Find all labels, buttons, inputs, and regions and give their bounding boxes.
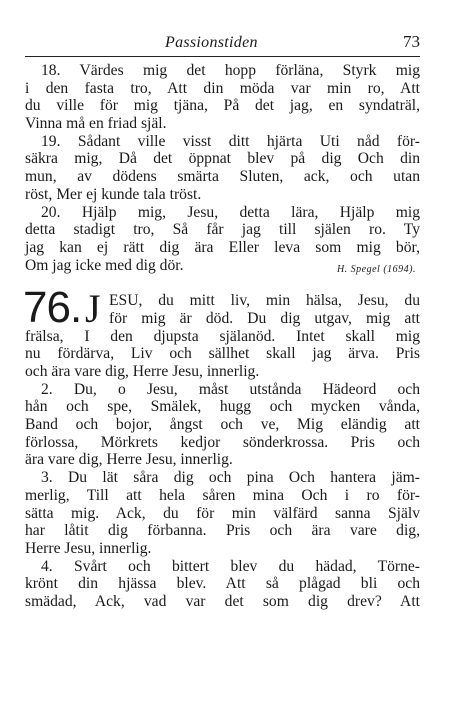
text-line: och ära vare dig, Herre Jesu, innerlig. bbox=[25, 363, 260, 380]
text-line: krönt din hjässa blev. Att så plågad bli och bbox=[25, 575, 420, 593]
text-line: ära vare dig, Herre Jesu, innerlig. bbox=[25, 451, 233, 469]
text-line: röst, Mer ej kunde tala tröst. bbox=[25, 185, 202, 203]
text-line: frälsa, I den djupsta själanöd. Intet skall mig bbox=[25, 327, 420, 345]
author-attribution: H. Spegel (1694). bbox=[336, 263, 416, 275]
previous-hymn-ending bbox=[25, 62, 420, 274]
text-line: ESU, du mitt liv, min hälsa, Jesu, du bbox=[109, 292, 420, 310]
text-line: Vinna må en friad själ. bbox=[25, 115, 167, 133]
text-line: 3. Du lät såra dig och pina Och hantera jäm- bbox=[41, 469, 420, 487]
page-number: 73 bbox=[403, 32, 420, 51]
hymn-number: 76. bbox=[23, 283, 82, 333]
text-line: sätta mig. Ack, du för min välfärd sanna Själv bbox=[25, 504, 420, 522]
text-line: merlig, Till att hela såren mina Och i ro för- bbox=[25, 486, 420, 504]
running-title: Passionstiden bbox=[165, 34, 258, 51]
text-line: har låtit dig förbanna. Pris och ära vare dig, bbox=[25, 522, 420, 540]
text-line: detta stadigt tro, Så får jag till själen ro. Ty bbox=[25, 221, 420, 239]
text-line: 18. Värdes mig det hopp förläna, Styrk mig bbox=[41, 62, 420, 79]
page-body bbox=[25, 62, 420, 611]
text-line: smädad, Ack, vad var det som dig drev? Att bbox=[25, 592, 420, 610]
text-line: 19. Sådant ville visst ditt hjärta Uti nåd för- bbox=[41, 132, 420, 150]
text-line: Band och bojor, ångst och ve, Mig eländig att bbox=[25, 416, 420, 434]
drop-cap: J bbox=[85, 286, 101, 332]
last-line-with-attribution bbox=[25, 257, 420, 275]
text-line: Herre Jesu, innerlig. bbox=[25, 539, 152, 557]
text-line: för mig är död. Du dig utgav, mig att bbox=[109, 309, 420, 327]
text-line: 2. Du, o Jesu, måst utstånda Hädeord och bbox=[41, 380, 420, 398]
text-line: Om jag icke med dig dör. bbox=[25, 256, 184, 274]
text-line: 20. Hjälp mig, Jesu, detta lära, Hjälp mig bbox=[41, 203, 420, 221]
text-line: du ville för mig tjäna, På det jag, en syndaträl, bbox=[25, 97, 420, 115]
text-line: nu fördärva, Liv och sällhet skall jag ärva. Pris bbox=[25, 345, 420, 363]
page-header bbox=[25, 30, 420, 54]
text-line: jag kan ej rätt dig ära Eller leva som mig bör, bbox=[25, 238, 420, 256]
hymn-76 bbox=[23, 283, 420, 610]
text-line: mun, av dödens smärta Sluten, ack, och utan bbox=[25, 168, 420, 186]
text-line: 4. Svårt och bittert blev du hädad, Törne- bbox=[41, 557, 420, 575]
text-line: hån och spe, Smälek, hugg och mycken vånda, bbox=[25, 398, 420, 416]
header-rule bbox=[25, 56, 420, 57]
text-line: säkra mig, Då det öppnat blev på dig Och din bbox=[25, 150, 420, 168]
text-line: i den fasta tro, Att din möda var min ro, Att bbox=[25, 79, 420, 97]
text-line: förlossa, Mörkrets kedjor sönderkrossa. Pris och bbox=[25, 433, 420, 451]
